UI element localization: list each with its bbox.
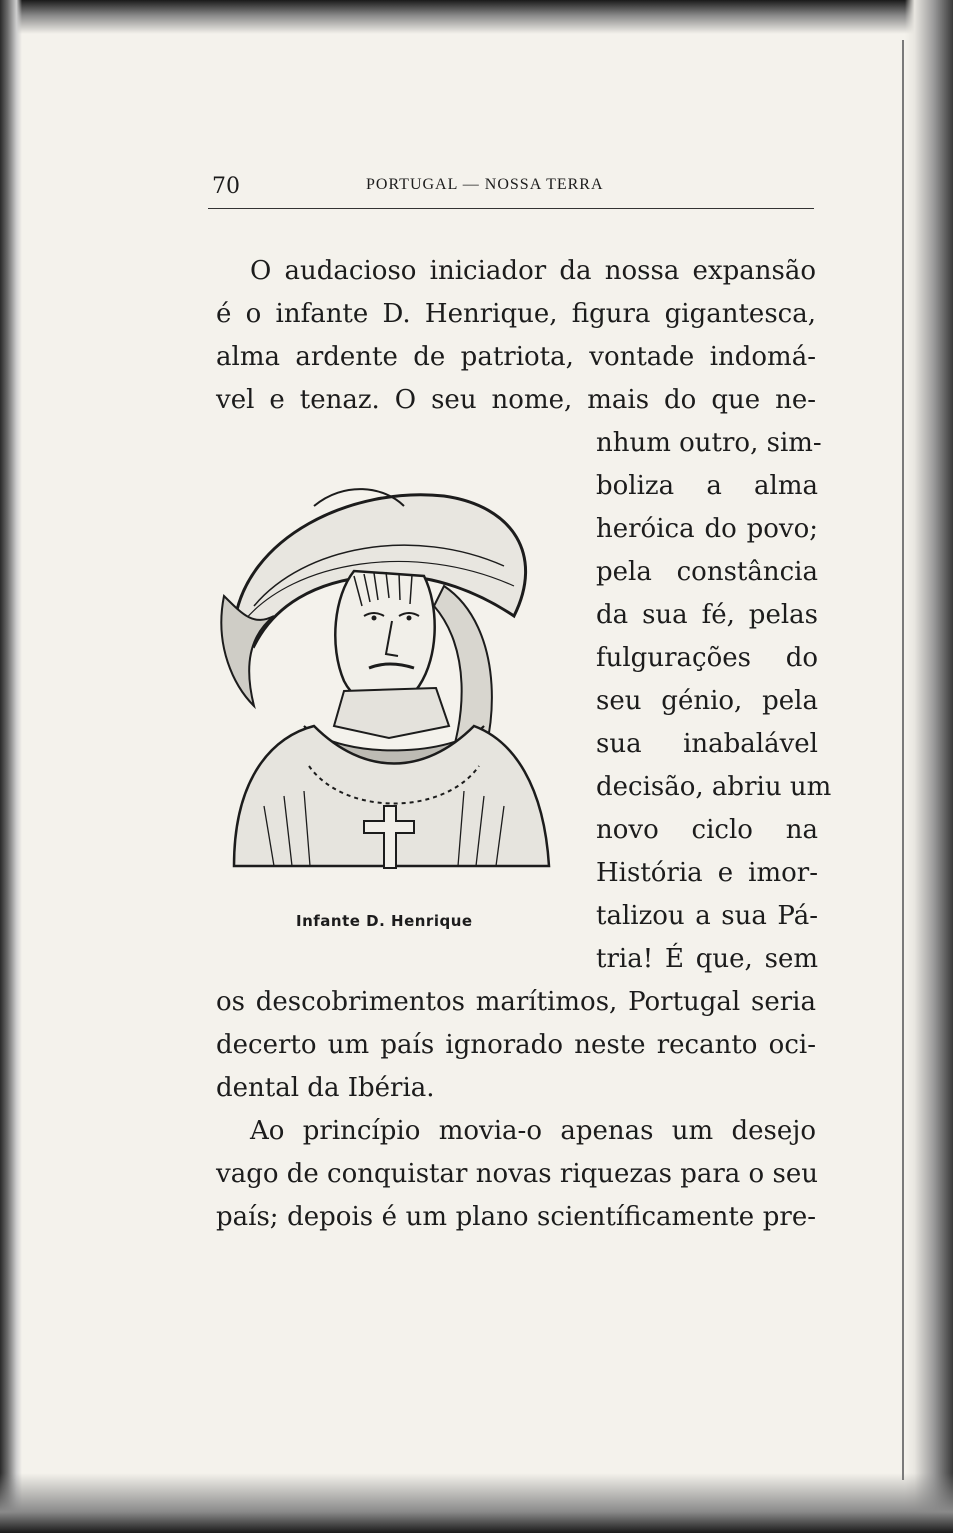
figure-caption: Infante D. Henrique	[296, 912, 473, 930]
wrap-line: da sua fé, pelas	[596, 600, 818, 630]
text-line: vago de conquistar novas riquezas para o seu	[216, 1159, 818, 1189]
header-rule	[208, 208, 814, 209]
portrait-engraving-icon	[214, 476, 560, 896]
wrap-line: heróica do povo;	[596, 514, 818, 544]
wrap-line: talizou a sua Pá-	[596, 901, 818, 931]
text-line: vel e tenaz. O seu nome, mais do que ne-	[216, 385, 816, 415]
wrap-line: decisão, abriu um	[596, 772, 832, 802]
text-line: país; depois é um plano scientíficamente pre-	[216, 1202, 816, 1232]
scan-edge-left	[0, 0, 22, 1533]
text-line: decerto um país ignorado neste recanto oci-	[216, 1030, 816, 1060]
scan-edge-top	[0, 0, 953, 34]
wrap-line: seu génio, pela	[596, 686, 818, 716]
text-line: é o infante D. Henrique, figura gigantesca,	[216, 299, 816, 329]
page-number: 70	[212, 174, 240, 199]
text-line: Ao princípio movia-o apenas um desejo	[250, 1116, 816, 1146]
scan-edge-bottom	[0, 1473, 953, 1533]
wrap-line: novo ciclo na	[596, 815, 818, 845]
wrap-line: sua inabalável	[596, 729, 818, 759]
wrap-line: História e imor-	[596, 858, 818, 888]
text-line: dental da Ibéria.	[216, 1073, 435, 1103]
scan-edge-right	[905, 0, 953, 1533]
running-title: PORTUGAL — NOSSA TERRA	[366, 176, 604, 193]
text-line: alma ardente de patriota, vontade indomá-	[216, 342, 816, 372]
wrap-line: tria! É que, sem	[596, 944, 818, 974]
text-line: O audacioso iniciador da nossa expansão	[250, 256, 816, 286]
page-gutter-line	[902, 40, 904, 1480]
wrap-line: boliza a alma	[596, 471, 818, 501]
wrap-line: nhum outro, sim-	[596, 428, 822, 458]
wrap-line: fulgurações do	[596, 643, 818, 673]
wrap-line: pela constância	[596, 557, 818, 587]
text-line: os descobrimentos marítimos, Portugal seria	[216, 987, 816, 1017]
running-head	[210, 170, 820, 200]
